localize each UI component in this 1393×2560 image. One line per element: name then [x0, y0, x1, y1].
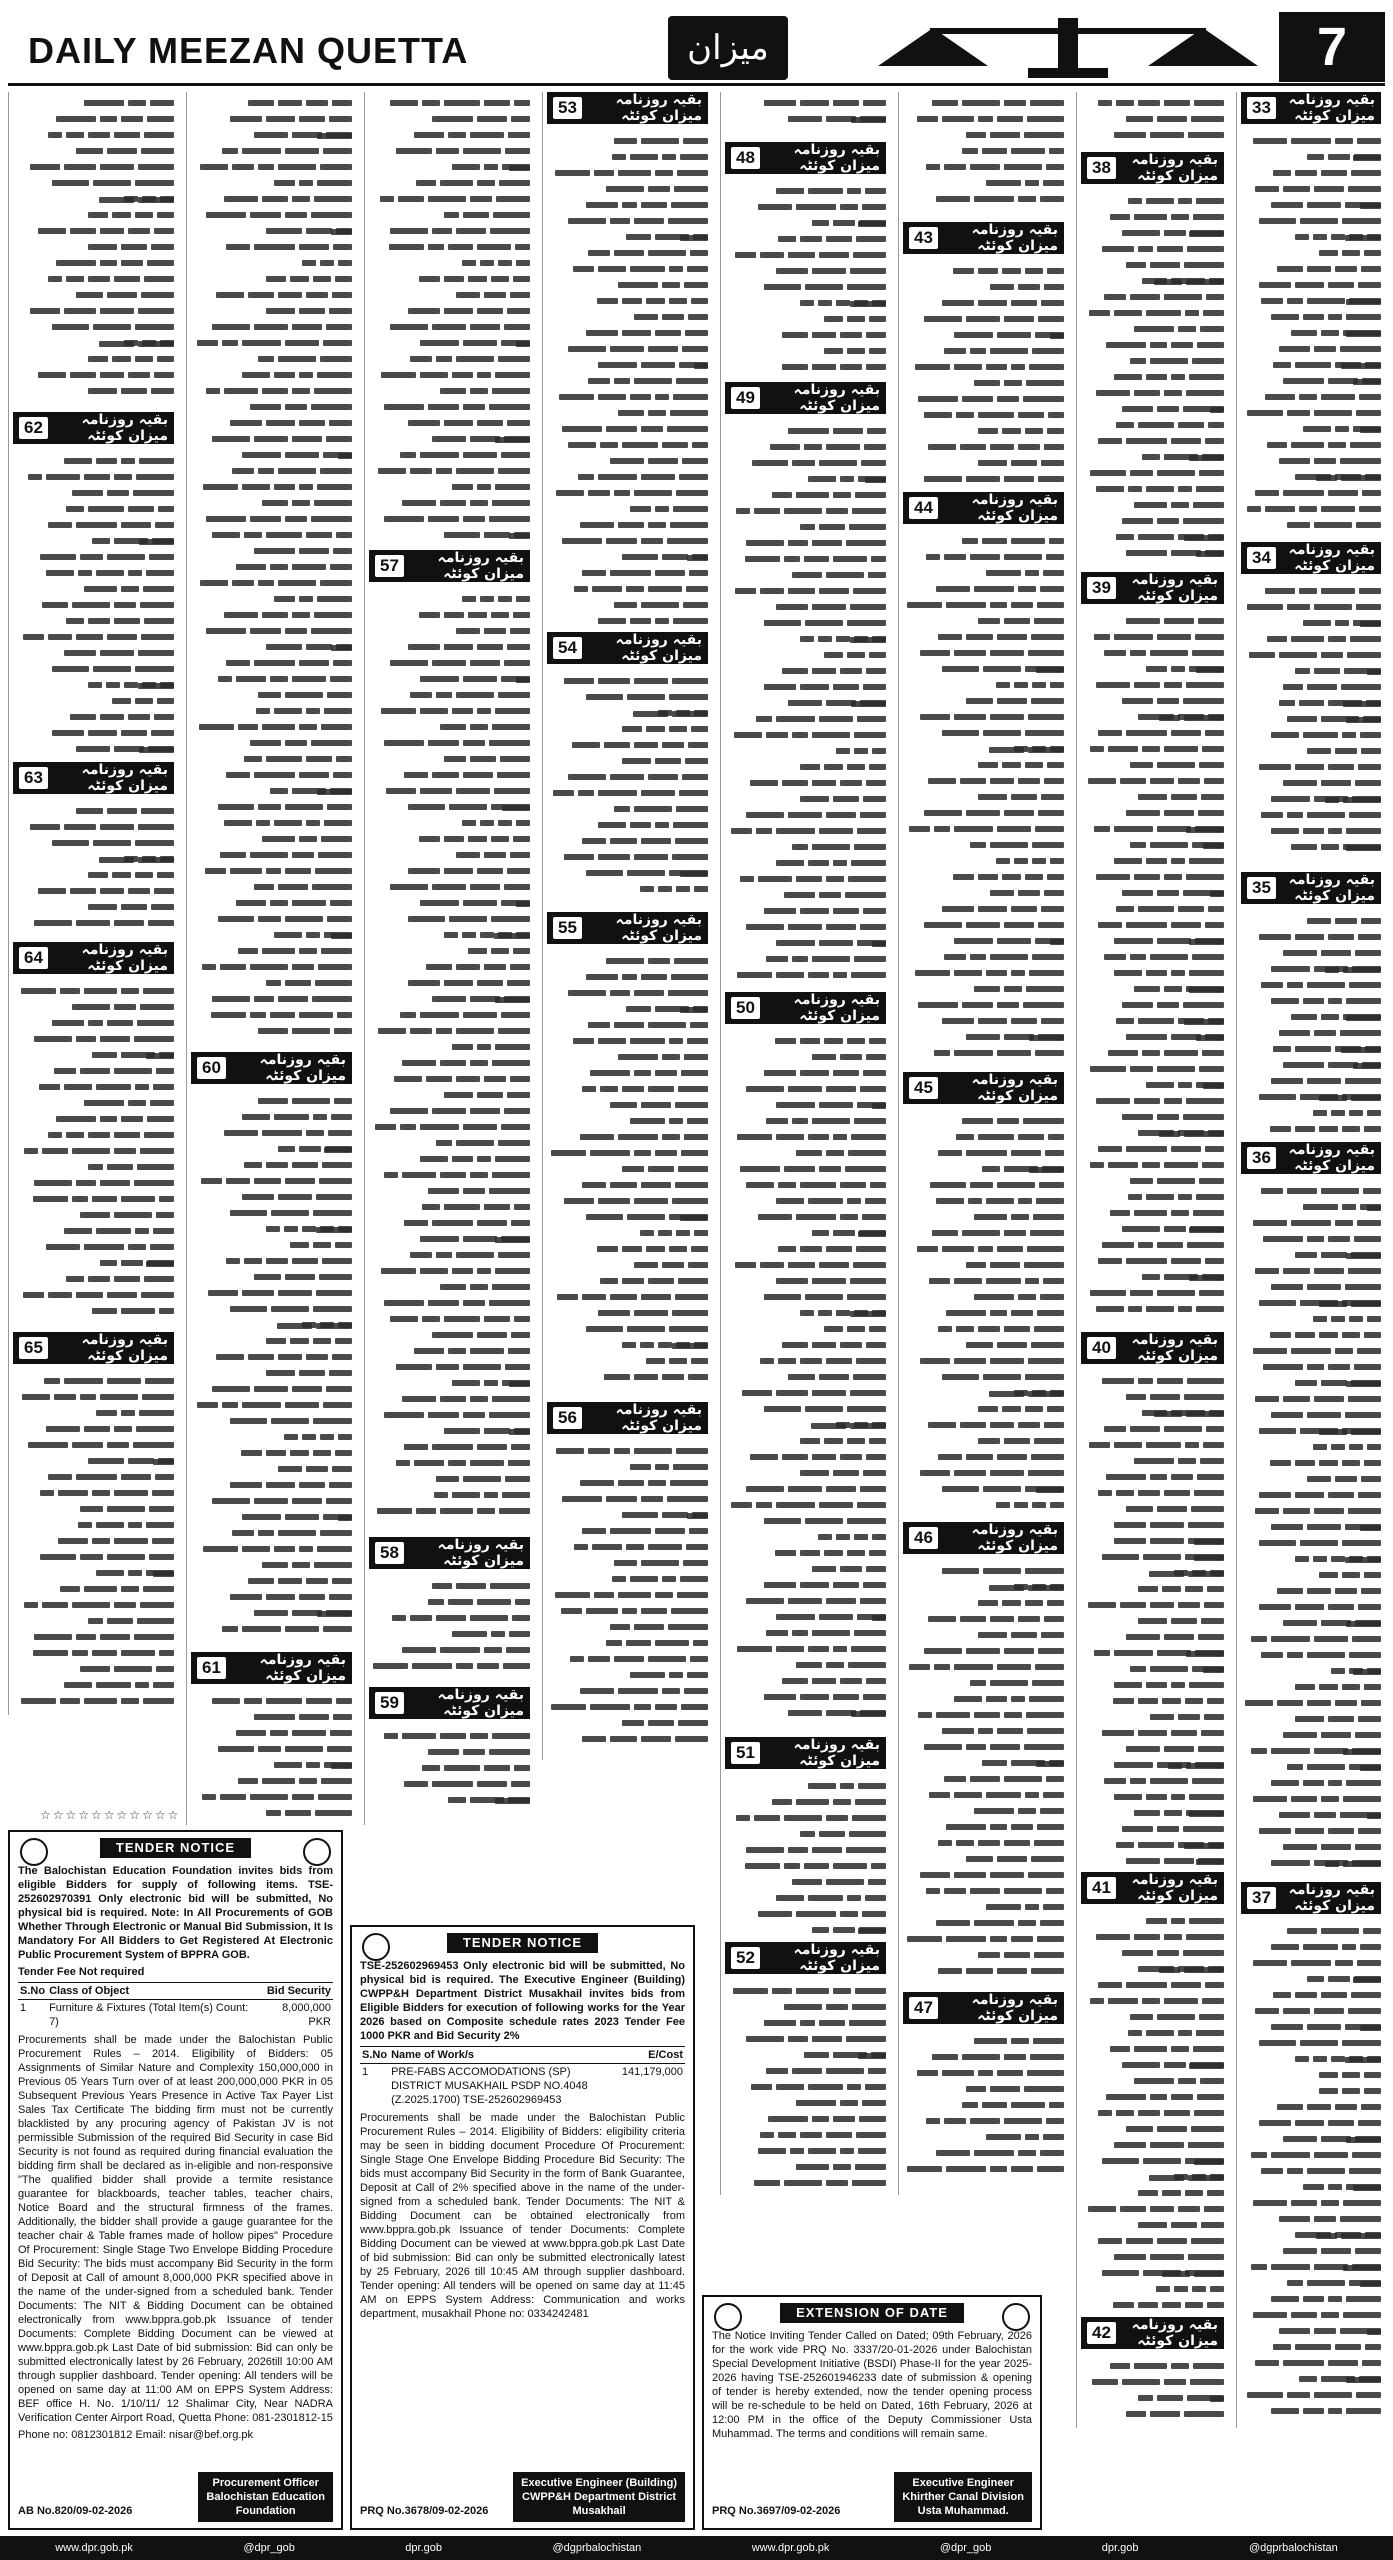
article-body-text — [369, 1728, 530, 1822]
tender-reference: PRQ No.3697/09-02-2026 — [712, 2505, 841, 2517]
headline-label: بقیہ روزنامہ میزان کوئٹہ — [81, 762, 168, 794]
continued-headline — [191, 1052, 352, 1084]
article-body-text — [1081, 1913, 1224, 2314]
continued-headline — [547, 912, 708, 944]
headline-number: 37 — [1247, 1887, 1276, 1909]
headline-number: 55 — [553, 917, 582, 939]
headline-number: 49 — [731, 387, 760, 409]
headline-number: 41 — [1087, 1877, 1116, 1899]
continued-headline — [903, 1072, 1064, 1104]
article-body-text — [547, 1443, 708, 1757]
page-number: 7 — [1279, 12, 1385, 82]
headline-label: بقیہ روزنامہ میزان کوئٹہ — [971, 1522, 1058, 1554]
headline-number: 43 — [909, 227, 938, 249]
headline-number: 42 — [1087, 2322, 1116, 2344]
article-body-text — [547, 673, 708, 909]
continued-headline — [1081, 1332, 1224, 1364]
article-body-text — [1241, 913, 1381, 1139]
headline-number: 58 — [375, 1542, 404, 1564]
continued-headline — [13, 942, 174, 974]
headline-number: 45 — [909, 1077, 938, 1099]
tender-title: TENDER NOTICE — [100, 1838, 251, 1858]
headline-label: بقیہ روزنامہ میزان کوئٹہ — [971, 1072, 1058, 1104]
table-header: Class of Object — [47, 1983, 255, 2000]
headline-label: بقیہ روزنامہ میزان کوئٹہ — [437, 1687, 524, 1719]
headline-label: بقیہ روزنامہ میزان کوئٹہ — [81, 1332, 168, 1364]
continued-headline — [725, 142, 886, 174]
headline-number: 53 — [553, 97, 582, 119]
article-body-text — [13, 453, 174, 759]
article-body-text — [725, 1983, 886, 2192]
news-column — [1076, 92, 1228, 2428]
headline-label: بقیہ روزنامہ میزان کوئٹہ — [1131, 1332, 1218, 1364]
article-body-text — [191, 1693, 352, 1822]
table-header: S.No — [18, 1983, 47, 2000]
continued-headline — [1081, 572, 1224, 604]
tender-notice-bef — [8, 1830, 343, 2530]
emblem-icon — [303, 1838, 331, 1866]
article-body-text — [13, 95, 174, 409]
continued-headline — [13, 1332, 174, 1364]
headline-number: 64 — [19, 947, 48, 969]
tender-body: Procurements shall be made under the Balochistan Public Procurement Rules – 2014. Eligibility of Bidders: 05 Assignments of Similar Nature and Complexity 150,000,000 in Previous 05 Years Turn over of at least 200,000,000 PKR in 05 Subsequent Previous Years Presence in Active Tax Payer List Sales Tax Certificate The bidding firm must not be currently blacklisted by any procuring agency of Pakistan JV is not permissible Submission of the required Bid Security in case Bid Security is not found as required during financial evaluation the bidding firm shall be declared as in-eligible and non-responsive "The qualified bidder shall provide a termite resistance guarantee for blackboards, teacher tables, teacher chairs, Notice Board and the structural firmness of the frames. Additionally, the bidder shall provide a gauge guarantee for the teacher chair & Table frames made of hollow pipes" Procedure Of Procurement: Single Stage Two Envelope Bidding Procedure Bid Security: The bids must accompany Bid Security in the form of Deposit at Call of amount 8,000,000 PKR specified above in the name of the under-signed from a scheduled bank. Tender Documents: The NIT & Bidding Document can be obtained electronically from www.bppra.gob.pk Issuance of tender Documents: Complete Bidding Document can be viewed at www.bppra.gob.pk Last Date of bid submission: Bid can only be submitted electronically latest by 26 February, 2026till 10:00 AM through supplier dashboard. Tender opening: All tenders will be opened on same day at 11:00 AM on EPPS System Address: BEF office H. No. 1/10/11/ 12 Shalimar City, Near NADRA Verification Center Airport Road, Quetta Phone: 081-2301812-15 — [18, 2034, 333, 2424]
headline-label: بقیہ روزنامہ میزان کوئٹہ — [793, 1942, 880, 1974]
article-body-text — [725, 183, 886, 379]
headline-number: 63 — [19, 767, 48, 789]
article-body-text — [903, 95, 1064, 219]
headline-label: بقیہ روزنامہ میزان کوئٹہ — [1131, 152, 1218, 184]
article-body-text — [369, 591, 530, 1534]
headline-number: 39 — [1087, 577, 1116, 599]
headline-label: بقیہ روزنامہ میزان کوئٹہ — [793, 1737, 880, 1769]
news-column — [186, 92, 356, 1825]
headline-label: بقیہ روزنامہ میزان کوئٹہ — [615, 1402, 702, 1434]
continued-headline — [1081, 1872, 1224, 1904]
footer-link[interactable]: www.dpr.gob.pk — [55, 2542, 133, 2554]
continued-headline — [547, 1402, 708, 1434]
table-row — [18, 2000, 333, 2031]
headline-label: بقیہ روزنامہ میزان کوئٹہ — [615, 92, 702, 124]
newspaper-title: DAILY MEEZAN QUETTA — [28, 30, 469, 71]
headline-number: 54 — [553, 637, 582, 659]
tender-title: EXTENSION OF DATE — [780, 2303, 964, 2323]
continued-headline — [547, 632, 708, 664]
table-header: Bid Security — [256, 1983, 333, 2000]
news-column — [8, 92, 178, 1715]
article-body-text — [1241, 1183, 1381, 1879]
headline-label: بقیہ روزنامہ میزان کوئٹہ — [1288, 542, 1375, 574]
article-body-text — [903, 2033, 1064, 2192]
headline-label: بقیہ روزنامہ میزان کوئٹہ — [1131, 572, 1218, 604]
article-body-text — [903, 1113, 1064, 1519]
continued-headline — [1241, 542, 1381, 574]
table-header: Name of Work/s — [389, 2047, 620, 2064]
article-body-text — [13, 803, 174, 939]
table-row — [360, 2064, 685, 2109]
tender-reference: PRQ No.3678/09-02-2026 — [360, 2505, 489, 2517]
article-body-text — [1081, 193, 1224, 569]
continued-headline — [369, 1687, 530, 1719]
headline-label: بقیہ روزنامہ میزان کوئٹہ — [615, 632, 702, 664]
emblem-icon — [362, 1933, 390, 1961]
headline-label: بقیہ روزنامہ میزان کوئٹہ — [437, 550, 524, 582]
footer-link[interactable]: @dpr_gob — [243, 2542, 295, 2554]
headline-label: بقیہ روزنامہ میزان کوئٹہ — [793, 142, 880, 174]
tender-signature: Procurement Officer Balochistan Education Foundation — [198, 2472, 333, 2522]
table-cell: 1 — [20, 2002, 27, 2014]
table-header: E/Cost — [620, 2047, 685, 2064]
article-body-text — [369, 1578, 530, 1684]
table-header: S.No — [360, 2047, 389, 2064]
emblem-icon — [1002, 2303, 1030, 2331]
headline-number: 60 — [197, 1057, 226, 1079]
headline-label: بقیہ روزنامہ میزان کوئٹہ — [1131, 2317, 1218, 2349]
headline-label: بقیہ روزنامہ میزان کوئٹہ — [259, 1052, 346, 1084]
headline-number: 62 — [19, 417, 48, 439]
continued-headline — [725, 1942, 886, 1974]
footer-link[interactable]: dpr.gob — [405, 2542, 442, 2554]
table-cell: 8,000,000 PKR — [282, 2002, 331, 2028]
table-cell: 1 — [362, 2066, 369, 2078]
headline-label: بقیہ روزنامہ میزان کوئٹہ — [81, 412, 168, 444]
footer-link[interactable]: dpr.gob — [1101, 2542, 1139, 2554]
tender-fee: Tender Fee Not required — [18, 1966, 145, 1978]
headline-number: 48 — [731, 147, 760, 169]
article-body-text — [903, 1563, 1064, 1989]
article-body-text — [1081, 613, 1224, 1329]
headline-number: 57 — [375, 555, 404, 577]
headline-label: بقیہ روزنامہ میزان کوئٹہ — [81, 942, 168, 974]
news-column — [898, 92, 1068, 2195]
headline-number: 44 — [909, 497, 938, 519]
scales-of-justice-icon — [878, 18, 1258, 78]
news-column — [364, 92, 534, 1825]
headline-number: 33 — [1247, 97, 1276, 119]
headline-label: بقیہ روزنامہ میزان کوئٹہ — [1288, 1882, 1375, 1914]
footer-bar — [0, 2536, 1393, 2560]
footer-link[interactable]: www.dpr.gob.pk — [751, 2542, 830, 2554]
tender-notice-musakhail — [350, 1925, 695, 2530]
headline-label: بقیہ روزنامہ میزان کوئٹہ — [971, 222, 1058, 254]
headline-label: بقیہ روزنامہ میزان کوئٹہ — [437, 1537, 524, 1569]
continued-headline — [13, 412, 174, 444]
article-body-text — [1241, 583, 1381, 869]
article-body-text — [903, 533, 1064, 1069]
continued-headline — [903, 222, 1064, 254]
headline-number: 65 — [19, 1337, 48, 1359]
tender-signature: Executive Engineer (Building) CWPP&H Department District Musakhail — [513, 2472, 685, 2522]
headline-label: بقیہ روزنامہ میزان کوئٹہ — [793, 992, 880, 1024]
headline-label: بقیہ روزنامہ میزان کوئٹہ — [259, 1652, 346, 1684]
continued-headline — [1081, 2317, 1224, 2349]
tender-table — [18, 1982, 333, 2030]
table-cell: 141,179,000 — [621, 2066, 683, 2078]
footer-link[interactable]: @dgprbalochistan — [1248, 2542, 1338, 2554]
headline-number: 59 — [375, 1692, 404, 1714]
headline-number: 46 — [909, 1527, 938, 1549]
article-body-text — [725, 1778, 886, 1939]
tender-intro: The Balochistan Education Foundation invites bids from eligible Bidders for supply of following items. TSE-252602970391 Only electronic bid will be submitted, No physical bid is required. Note: In All Procurements of GOB Whether Through Electronic or Manual Bid Submission, It Is Mandatory For All Bidders to Get Registered At Electronic Public Procurement System of BPPRA GOB. — [18, 1865, 333, 1961]
continued-headline — [1081, 152, 1224, 184]
headline-label: بقیہ روزنامہ میزان کوئٹہ — [1288, 1142, 1375, 1174]
headline-number: 56 — [553, 1407, 582, 1429]
article-body-text — [725, 423, 886, 989]
continued-headline — [1241, 1882, 1381, 1914]
headline-number: 61 — [197, 1657, 226, 1679]
headline-label: بقیہ روزنامہ میزان کوئٹہ — [1288, 92, 1375, 124]
news-column — [720, 92, 890, 2195]
continued-headline — [1241, 872, 1381, 904]
meezan-logo: میزان — [668, 16, 788, 80]
continued-headline — [1241, 92, 1381, 124]
continued-headline — [191, 1652, 352, 1684]
headline-number: 51 — [731, 1742, 760, 1764]
article-body-text — [1241, 133, 1381, 539]
emblem-icon — [714, 2303, 742, 2331]
article-body-text — [547, 133, 708, 629]
tender-body: Procurements shall be made under the Balochistan Public Procurement Rules – 2014. Eligibility of Bidders: eligibility criteria may be seen in bidding document Procedure Of Procurement: Single Stage One Envelope Bidding Procedure Bid Security: The bids must accompany Bid Security in the form of Bank Guarantee, Deposit at Call of 2% specified above in the name of the under-signed from a scheduled bank. Tender Documents: The NIT & Bidding Document can be obtained electronically from www.bppra.gob.pk Issuance of tender Documents: Complete Bidding Document can be viewed at www.bppra.gob.pk Last Date of bid submission: Bid can only be submitted electronically latest by 25 February, 2026 till 10:45 AM through supplier dashboard. Tender opening: All tenders will be opened on same day at 11:45 AM on EPPS System Address: Communication and works department, musakhail Phone no: 0334242481 — [360, 2112, 685, 2320]
continued-headline — [1241, 1142, 1381, 1174]
article-body-text — [13, 1373, 174, 1712]
article-body-text — [1081, 1373, 1224, 1869]
headline-number: 38 — [1087, 157, 1116, 179]
headline-number: 47 — [909, 1997, 938, 2019]
emblem-icon — [20, 1838, 48, 1866]
headline-number: 40 — [1087, 1337, 1116, 1359]
headline-label: بقیہ روزنامہ میزان کوئٹہ — [1288, 872, 1375, 904]
continued-headline — [547, 92, 708, 124]
continued-headline — [725, 992, 886, 1024]
headline-label: بقیہ روزنامہ میزان کوئٹہ — [615, 912, 702, 944]
article-body-text — [191, 1093, 352, 1649]
tender-reference: AB No.820/09-02-2026 — [18, 2505, 133, 2517]
table-cell: Furniture & Fixtures (Total Item(s) Count: 7) — [49, 2002, 249, 2028]
article-body-text — [1081, 2358, 1224, 2425]
headline-label: بقیہ روزنامہ میزان کوئٹہ — [793, 382, 880, 414]
headline-number: 35 — [1247, 877, 1276, 899]
article-body-text — [547, 953, 708, 1399]
continued-headline — [903, 1522, 1064, 1554]
continued-headline — [903, 492, 1064, 524]
stars-divider: ☆☆☆☆☆☆☆☆☆☆☆ — [40, 1808, 181, 1822]
article-body-text — [369, 95, 530, 547]
headline-label: بقیہ روزنامہ میزان کوئٹہ — [971, 492, 1058, 524]
footer-link[interactable]: @dgprbalochistan — [552, 2542, 642, 2554]
table-cell: PRE-FABS ACCOMODATIONS (SP) DISTRICT MUSAKHAIL PSDP NO.4048 (Z.2025.1700) TSE-252602969453 — [391, 2066, 588, 2106]
news-column — [1236, 92, 1385, 2428]
headline-number: 34 — [1247, 547, 1276, 569]
article-body-text — [13, 983, 174, 1329]
article-body-text — [1081, 95, 1224, 149]
article-body-text — [1241, 1923, 1381, 2425]
continued-headline — [13, 762, 174, 794]
headline-number: 50 — [731, 997, 760, 1019]
tender-intro: TSE-252602969453 Only electronic bid will be submitted, No physical bid is required. The Executive Engineer (Building) CWPP&H Department District Musakhail invites bids from Eligible Bidders for execution of following works for the Year 2026 based on Composite schedule rates 2023 Tender Fee 1000 PKR and Bid Security 2% — [360, 1960, 685, 2042]
tender-table — [360, 2046, 685, 2108]
headline-number: 36 — [1247, 1147, 1276, 1169]
continued-headline — [369, 1537, 530, 1569]
continued-headline — [725, 382, 886, 414]
tender-extension-of-date — [702, 2295, 1042, 2530]
continued-headline — [369, 550, 530, 582]
continued-headline — [903, 1992, 1064, 2024]
headline-label: بقیہ روزنامہ میزان کوئٹہ — [1131, 1872, 1218, 1904]
masthead — [8, 8, 1385, 86]
article-body-text — [191, 95, 352, 1049]
article-body-text — [725, 95, 886, 139]
footer-link[interactable]: @dpr_gob — [939, 2542, 992, 2554]
continued-headline — [725, 1737, 886, 1769]
article-body-text — [725, 1033, 886, 1734]
article-body-text — [903, 263, 1064, 489]
tender-contact: Phone no: 0812301812 Email: nisar@bef.org.pk — [18, 2429, 253, 2441]
tender-body: The Notice Inviting Tender Called on Dated; 09th February, 2026 for the work vide PRQ No. 3337/20-01-2026 under Balochistan Special Development Initiative (BSDI) Phase-II for the year 2025-2026 having TSE-252601946233 date of submission & opening of tender is hereby extended, now the tender opening process will be re-schedule to be held on Dated, 16th February, 2026 at 12:00 PM in the office of the Deputy Commissioner Usta Muhammad. The terms and conditions will remain same. — [712, 2330, 1032, 2440]
tender-signature: Executive Engineer Khirther Canal Division Usta Muhammad. — [894, 2472, 1032, 2522]
news-column — [542, 92, 712, 1760]
headline-label: بقیہ روزنامہ میزان کوئٹہ — [971, 1992, 1058, 2024]
tender-title: TENDER NOTICE — [447, 1933, 598, 1953]
headline-number: 52 — [731, 1947, 760, 1969]
